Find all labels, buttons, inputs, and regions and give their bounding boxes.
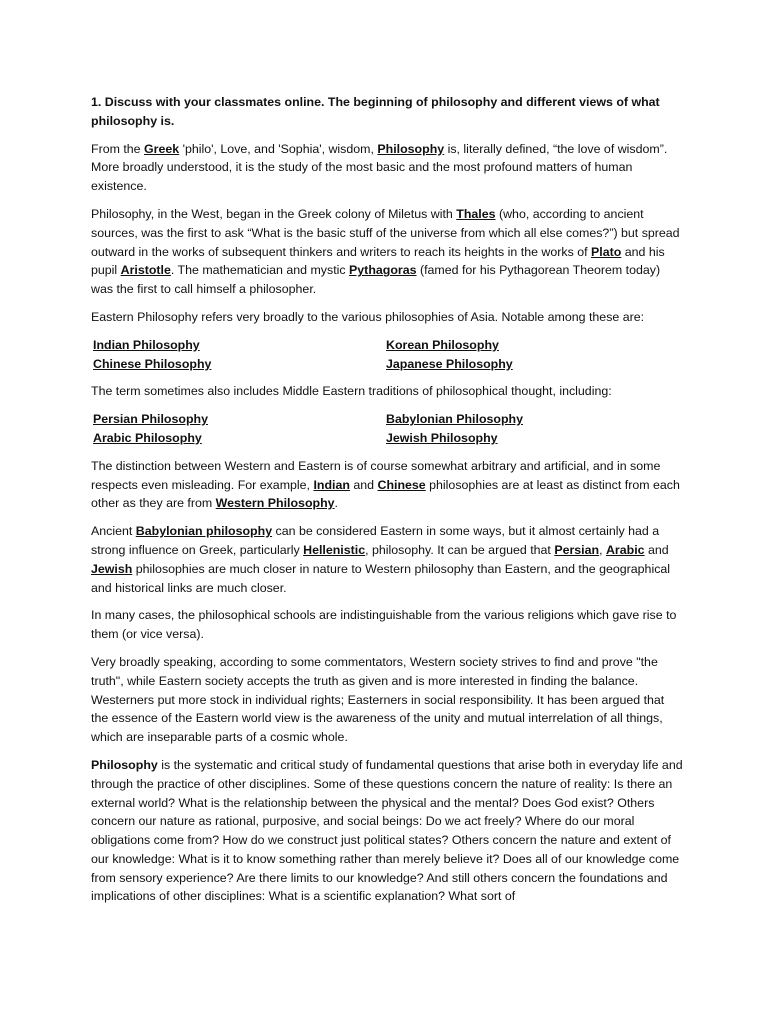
link-jewish-philosophy[interactable]: Jewish Philosophy xyxy=(386,430,498,445)
paragraph-religions: In many cases, the philosophical schools are indistinguishable from the various religions which gave rise to them (or vice versa). xyxy=(91,608,677,642)
middle-eastern-philosophies-list xyxy=(93,410,684,448)
link-plato[interactable]: Plato xyxy=(591,244,622,259)
link-chinese[interactable]: Chinese xyxy=(377,477,426,492)
paragraph-definition: From the Greek 'philo', Love, and 'Sophia', wisdom, Philosophy is, literally defined, “the love of wisdom”. More broadly understood, it is the study of the most basic and the most profound matters of human existence. xyxy=(91,141,668,194)
link-hellenistic[interactable]: Hellenistic xyxy=(303,542,366,557)
paragraph-babylonian: Ancient Babylonian philosophy can be considered Eastern in some ways, but it almost certainly had a strong influence on Greek, particularly Hellenistic, philosophy. It can be argued that Persian, Arabic and Jewish philosophies are much closer in nature to Western philosophy than Eastern, and the geographical and historical links are much closer. xyxy=(91,524,671,595)
paragraph-east-west-contrast: Very broadly speaking, according to some commentators, Western society strives to find and prove "the truth", while Eastern society accepts the truth as given and is more interested in finding the balance. Westerners put more stock in individual rights; Easterners in social responsibility. It has been argued that the essence of the Eastern world view is the awareness of the unity and mutual interrelation of all things, which are inseparable parts of a cosmic whole. xyxy=(91,654,665,745)
paragraph-middle-eastern-intro: The term sometimes also includes Middle Eastern traditions of philosophical thought, including: xyxy=(91,384,612,399)
paragraph-philosophy-definition: Philosophy is the systematic and critical study of fundamental questions that arise both in everyday life and through the practice of other disciplines. Some of these questions concern the nature of reality: Is there an external world? What is the relationship between the physical and the mental? Does God exist? Others concern our nature as rational, purposive, and social beings: Do we act freely? Where do our moral obligations come from? How do we construct just political states? Others concern the nature and extent of our knowledge: What is it to know something rather than merely believe it? Does all of our knowledge come from sensory experience? Are there limits to our knowledge? And still others concern the foundations and implications of other disciplines: What is a scientific explanation? What sort of xyxy=(91,757,683,904)
link-korean-philosophy[interactable]: Korean Philosophy xyxy=(386,337,499,352)
asian-philosophies-list xyxy=(93,336,684,374)
link-greek[interactable]: Greek xyxy=(144,141,180,156)
link-persian[interactable]: Persian xyxy=(554,542,600,557)
question-heading: 1. Discuss with your classmates online. The beginning of philosophy and different views of what philosophy is. xyxy=(91,95,660,128)
link-western-philosophy[interactable]: Western Philosophy xyxy=(215,496,335,511)
link-babylonian[interactable]: Babylonian philosophy xyxy=(135,524,273,539)
link-arabic[interactable]: Arabic xyxy=(605,542,645,557)
paragraph-western-origin: Philosophy, in the West, began in the Greek colony of Miletus with Thales (who, according to ancient sources, was the first to ask “What is the basic stuff of the universe from which all else comes?”) but spread outward in the works of subsequent thinkers and writers to reach its heights in the works of Plato and his pupil Aristotle. The mathematician and mystic Pythagoras (famed for his Pythagorean Theorem today) was the first to call himself a philosopher. xyxy=(91,206,680,297)
link-japanese-philosophy[interactable]: Japanese Philosophy xyxy=(386,356,513,371)
paragraph-eastern-intro: Eastern Philosophy refers very broadly to the various philosophies of Asia. Notable among these are: xyxy=(91,309,645,324)
link-indian-philosophy[interactable]: Indian Philosophy xyxy=(93,337,200,352)
link-aristotle[interactable]: Aristotle xyxy=(120,263,171,278)
term-philosophy: Philosophy xyxy=(91,757,158,772)
link-thales[interactable]: Thales xyxy=(456,206,496,221)
link-pythagoras[interactable]: Pythagoras xyxy=(349,263,417,278)
link-chinese-philosophy[interactable]: Chinese Philosophy xyxy=(93,356,212,371)
link-persian-philosophy[interactable]: Persian Philosophy xyxy=(93,412,208,427)
link-arabic-philosophy[interactable]: Arabic Philosophy xyxy=(93,430,202,445)
paragraph-distinction: The distinction between Western and Eastern is of course somewhat arbitrary and artificial, and in some respects even misleading. For example, Indian and Chinese philosophies are at least as distinct from each other as they are from Western Philosophy. xyxy=(91,458,680,511)
link-philosophy[interactable]: Philosophy xyxy=(377,141,445,156)
link-babylonian-philosophy[interactable]: Babylonian Philosophy xyxy=(386,412,523,427)
link-indian[interactable]: Indian xyxy=(313,477,350,492)
link-jewish[interactable]: Jewish xyxy=(91,561,133,576)
